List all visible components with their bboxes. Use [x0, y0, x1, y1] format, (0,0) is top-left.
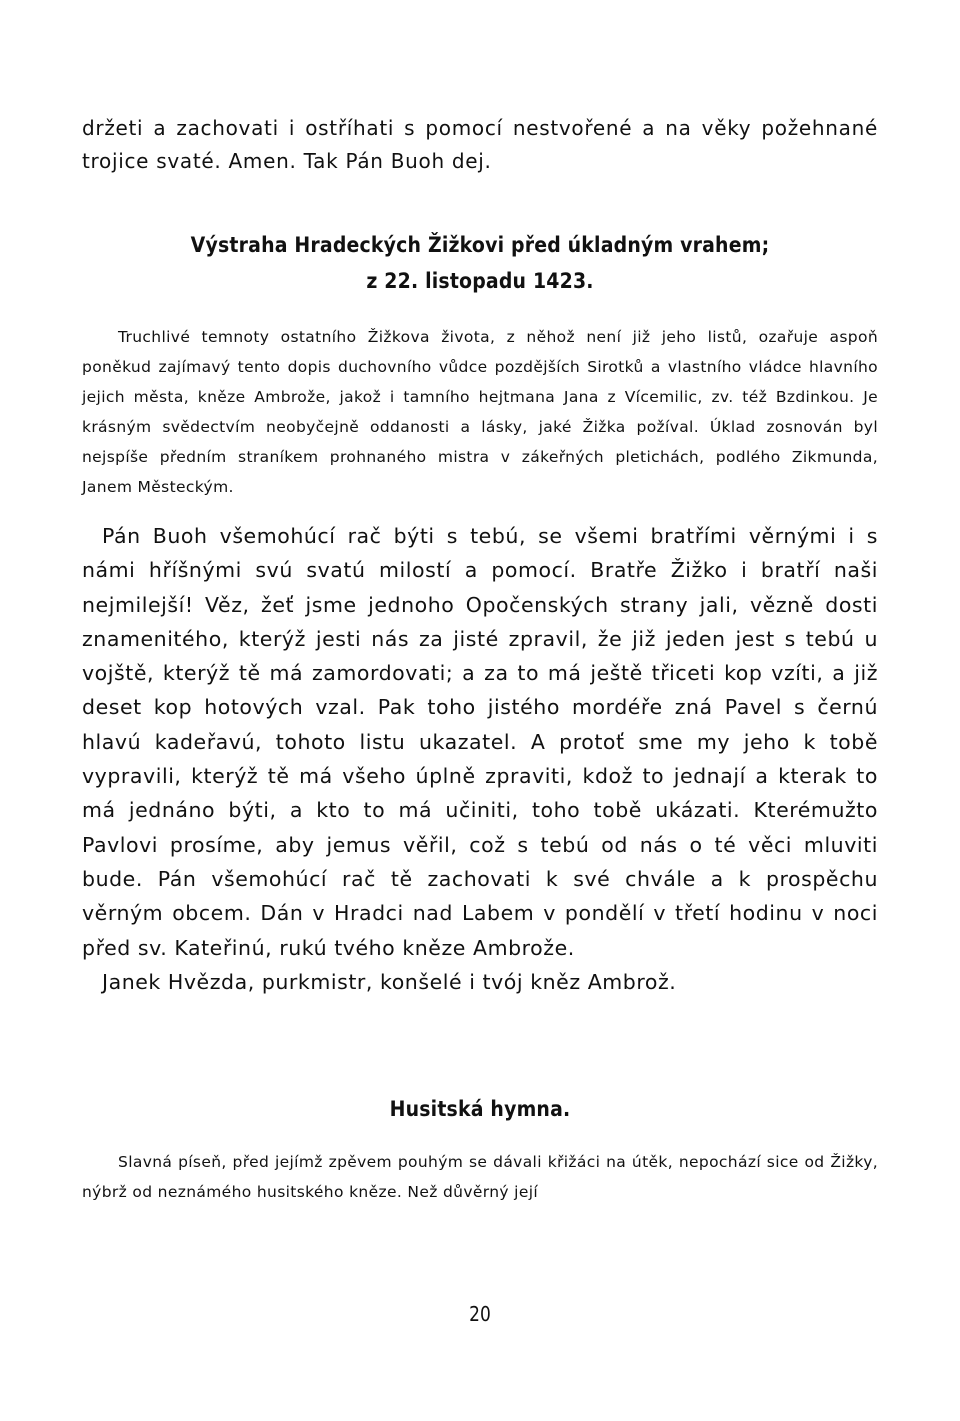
editorial-preface-hymn: Slavná píseň, před jejímž zpěvem pouhým se dávali křižáci na útěk, nepochází sice od Žižky, nýbrž od neznámého husitského kněze. Než důvěrný její: [82, 1153, 878, 1202]
section-title-warning-line1: Výstraha Hradeckých Žižkovi před úkladným vrahem;: [190, 233, 770, 257]
letter-signature: Janek Hvězda, purkmistr, konšelé i tvój kněz Ambrož.: [102, 969, 677, 994]
letter-text: Pán Buoh všemohúcí rač býti s tebú, se všemi bratřími věrnými i s námi hříšnými svú svatú milostí a pomocí. Bratře Žižko i bratří naši nejmilejší! Věz, žeť jsme jednoho Opočenských strany jali, vězně dosti znamenitého, kterýž jesti nás za jisté zpravil, že již jeden jest s tebú u vojště, kterýž tě má zamordovati; a za to má ještě třiceti kop vzíti, a již deset kop hotových vzal. Pak toho jistého mordéře zná Pavel s černú hlavú kadeřavú, tohoto listu ukazatel. A protoť sme my jeho k tobě vypravili, kterýž tě má všeho úplně zpraviti, kdož to jednají a kterak to má jednáno býti, a kto to má učiniti, toho tobě ukázati. Kterémužto Pavlovi prosíme, aby jemus věřil, což s tebú od nás o té věci mluviti bude. Pán všemohúcí rač tě zachovati k své chvále a k prospěchu věrným obcem. Dán v Hradci nad Labem v pondělí v třetí hodinu v noci před sv. Kateřinú, rukú tvého kněze Ambrože.: [82, 524, 878, 960]
page-number: 20: [469, 1302, 491, 1326]
page-content: [82, 112, 878, 1207]
editorial-preface-warning: Truchlivé temnoty ostatního Žižkova života, z něhož není již jeho listů, ozařuje aspoň poněkud zajímavý tento dopis duchovního vůdce pozdějších Sirotků a vlastního vládce hlavního jejich města, kněze Ambrože, jakož i tamního hejtmana Jana z Vícemilic, zv. též Bzdinkou. Je krásným svědectvím neobyčejně oddanosti a lásky, jaké Žižka požíval. Úklad zosnován byl nejspíše předním straníkem prohnaného mistra v zákeřných pletichách, podlého Zikmunda, Janem Městeckým.: [82, 328, 878, 496]
section-title-hymn: Husitská hymna.: [389, 1097, 571, 1122]
intro-paragraph: držeti a zachovati i ostříhati s pomocí nestvořené a na věky požehnané trojice svaté. Amen. Tak Pán Buoh dej.: [82, 116, 878, 173]
section-title-warning-line2: z 22. listopadu 1423.: [366, 269, 594, 293]
